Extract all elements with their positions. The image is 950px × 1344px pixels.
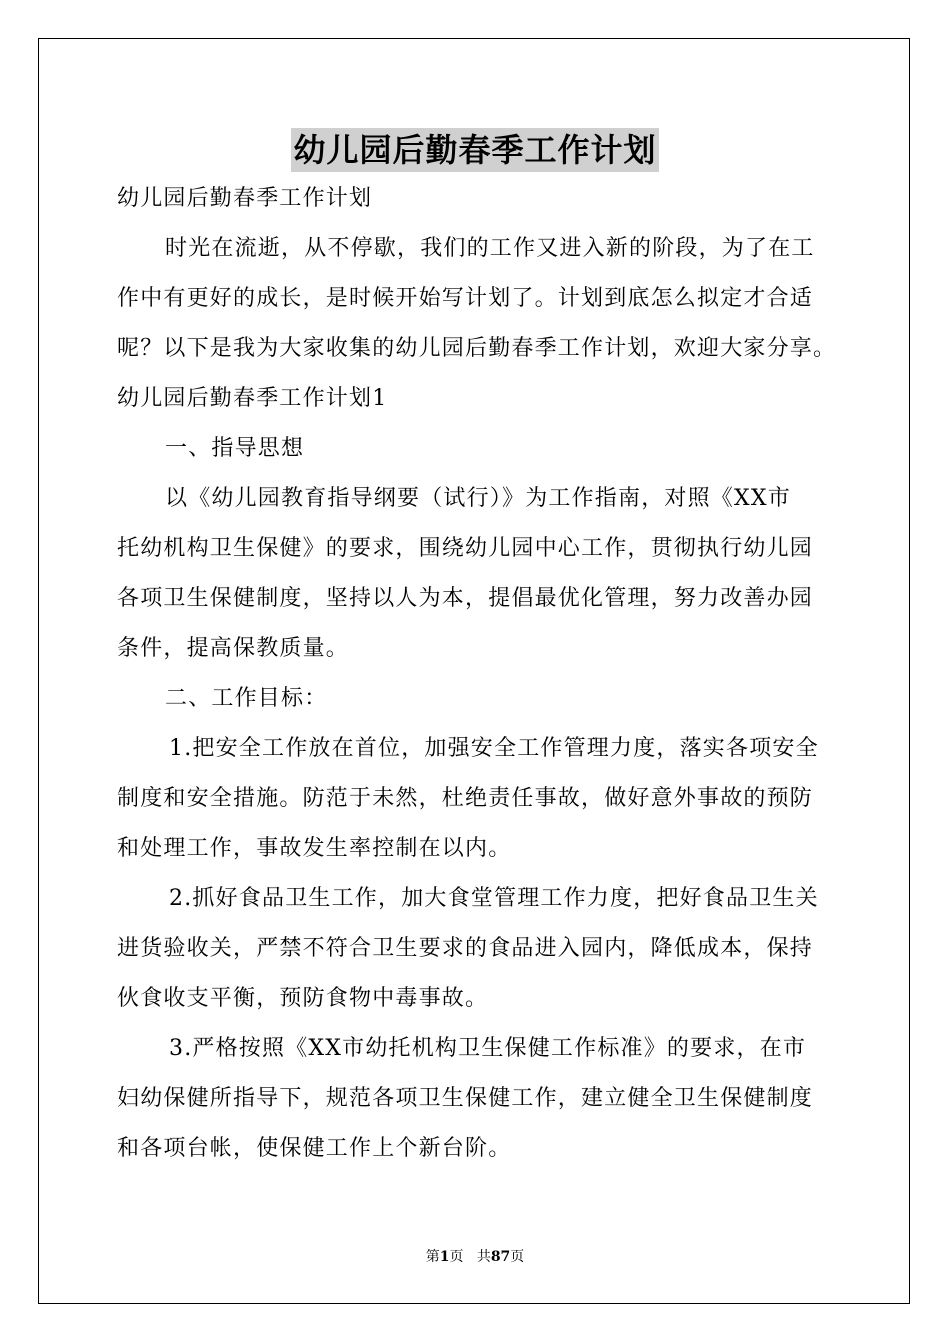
list-item-line: 和处理工作，事故发生率控制在以内。	[117, 836, 512, 861]
paragraph-line: 以《幼儿园教育指导纲要（试行）》为工作指南，对照《XX市	[165, 486, 791, 511]
list-item-line: 制度和安全措施。防范于未然，杜绝责任事故，做好意外事故的预防	[117, 786, 814, 811]
title-area	[0, 128, 950, 172]
page-footer	[0, 1247, 950, 1267]
paragraph-line: 条件，提高保教质量。	[117, 636, 350, 661]
total-prefix: 共	[476, 1249, 491, 1265]
page-number: 1	[439, 1249, 450, 1265]
total-pages: 87	[490, 1249, 511, 1265]
section-heading: 幼儿园后勤春季工作计划1	[117, 386, 388, 411]
list-item-line: 伙食收支平衡，预防食物中毒事故。	[117, 986, 489, 1011]
paragraph-line: 时光在流逝，从不停歇，我们的工作又进入新的阶段，为了在工	[165, 236, 815, 261]
subtitle-line: 幼儿园后勤春季工作计划	[117, 186, 373, 211]
page-suffix: 页	[449, 1249, 464, 1265]
section-heading: 二、工作目标：	[165, 686, 328, 711]
page-prefix: 第	[425, 1249, 440, 1265]
paragraph-line: 托幼机构卫生保健》的要求，围绕幼儿园中心工作，贯彻执行幼儿园	[117, 536, 814, 561]
list-item-line: 和各项台帐，使保健工作上个新台阶。	[117, 1136, 512, 1161]
list-item-line: 2.抓好食品卫生工作，加大食堂管理工作力度，把好食品卫生关	[169, 886, 819, 911]
list-item-line: 1.把安全工作放在首位，加强安全工作管理力度，落实各项安全	[169, 736, 819, 761]
section-heading: 一、指导思想	[165, 436, 305, 461]
document-body	[117, 174, 847, 1174]
paragraph-line: 作中有更好的成长，是时候开始写计划了。计划到底怎么拟定才合适	[117, 286, 814, 311]
paragraph-line: 呢？以下是我为大家收集的幼儿园后勤春季工作计划，欢迎大家分享。	[117, 336, 837, 361]
document-title: 幼儿园后勤春季工作计划	[291, 128, 658, 172]
list-item-line: 3.严格按照《XX市幼托机构卫生保健工作标准》的要求，在市	[169, 1036, 807, 1061]
list-item-line: 妇幼保健所指导下，规范各项卫生保健工作，建立健全卫生保健制度	[117, 1086, 814, 1111]
list-item-line: 进货验收关，严禁不符合卫生要求的食品进入园内，降低成本，保持	[117, 936, 814, 961]
paragraph-line: 各项卫生保健制度，坚持以人为本，提倡最优化管理，努力改善办园	[117, 586, 814, 611]
total-suffix: 页	[510, 1249, 525, 1265]
